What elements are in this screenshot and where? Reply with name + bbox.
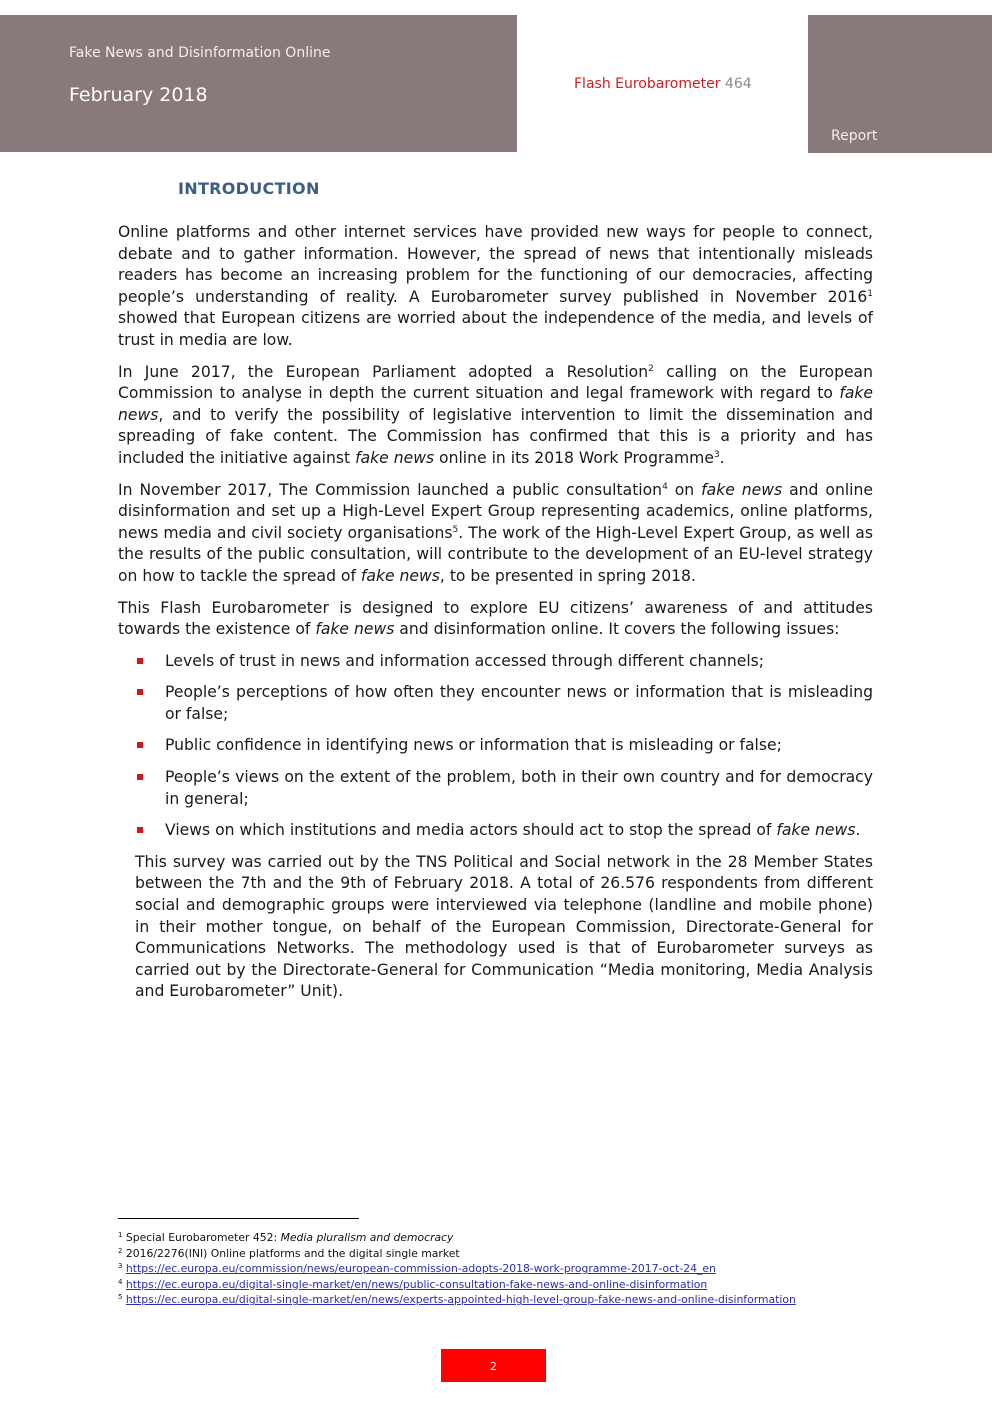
survey-number: 464 — [724, 76, 752, 92]
doc-type-label: Report — [831, 128, 878, 144]
footnote-3: $^3$ https://ec.europa.eu/commission/news/european-commission-adopts-2018-work-programme-2017-oct-24_en — [118, 1262, 716, 1276]
footnote-5-link[interactable]: https://ec.europa.eu/digital-single-market/en/news/experts-appointed-high-level-group-fake-news-and-online-disinformation — [125, 1293, 796, 1307]
footnote-ref-2[interactable]: 2 — [648, 363, 654, 374]
bullet-icon — [137, 689, 143, 695]
methodology-paragraph: This survey was carried out by the TNS Political and Social network in the 28 Member States between the 7th and the 9th of February 2018. A total of 26.576 respondents from different social and demographic groups were interviewed via telephone (landline and mobile phone) in their mother tongue, on behalf of the European Commission, Directorate-General for Communications Networks. The methodology used is that of Eurobarometer surveys as carried out by the Directorate-General for Communication “Media monitoring, Media Analysis and Eurobarometer” Unit). — [135, 852, 873, 1001]
issues-list — [118, 651, 873, 842]
list-item: People’s perceptions of how often they encounter news or information that is misleading or false; — [118, 682, 873, 725]
list-item: Public confidence in identifying news or information that is misleading or false; — [118, 735, 873, 757]
paragraph-3: In November 2017, The Commission launched a public consultation$^4$ on fake news and online disinformation and set up a High-Level Expert Group representing academics, online platforms, news media and civil society organisations$^5$. The work of the High-Level Expert Group, as well as the results of the public consultation, will contribute to the development of an EU-level strategy on how to tackle the spread of fake news, to be presented in spring 2018. — [118, 480, 873, 585]
paragraph-4: This Flash Eurobarometer is designed to explore EU citizens’ awareness of and attitudes towards the existence of fake news and disinformation online. It covers the following issues: — [118, 598, 873, 639]
footnote-ref-3[interactable]: 3 — [713, 449, 720, 460]
footnotes — [118, 1230, 878, 1308]
body-content — [118, 222, 873, 1003]
bullet-icon — [137, 742, 143, 748]
survey-name: Flash Eurobarometer — [574, 76, 721, 92]
page-number: 2 — [441, 1349, 546, 1382]
paragraph-1: Online platforms and other internet services have provided new ways for people to connect, debate and to gather information. However, the spread of news that intentionally misleads readers has become an increasing problem for the functioning of our democracies, affecting people’s understanding of reality. A Eurobarometer survey published in November 2016$^1$ showed that European citizens are worried about the independence of the media, and levels of trust in media are low. — [118, 223, 873, 349]
bullet-icon — [137, 658, 143, 664]
header-left-band — [0, 15, 517, 152]
footnote-2: $^2$ 2016/2276(INI) Online platforms and the digital single market — [118, 1246, 460, 1260]
list-item: Levels of trust in news and information accessed through different channels; — [118, 651, 873, 673]
footnote-1: $^1$ Special Eurobarometer 452: Media pluralism and democracy — [118, 1231, 454, 1244]
footnote-3-link[interactable]: https://ec.europa.eu/commission/news/european-commission-adopts-2018-work-programme-2017-oct-24_en — [125, 1262, 716, 1276]
footnote-5: $^5$ https://ec.europa.eu/digital-single-market/en/news/experts-appointed-high-level-group-fake-news-and-online-disinformation — [118, 1293, 796, 1307]
footnote-ref-4[interactable]: 4 — [662, 481, 668, 492]
paragraph-2: In June 2017, the European Parliament adopted a Resolution$^2$ calling on the European Commission to analyse in depth the current situation and legal framework with regard to fake news, and to verify the possibility of legislative intervention to limit the dissemination and spreading of fake content. The Commission has confirmed that this is a priority and has included the initiative against fake news online in its 2018 Work Programme$^3$. — [118, 362, 873, 467]
survey-label — [574, 76, 752, 92]
bullet-icon — [137, 827, 143, 833]
report-date: February 2018 — [69, 84, 208, 106]
footnote-divider — [118, 1218, 359, 1219]
footnote-4-link[interactable]: https://ec.europa.eu/digital-single-market/en/news/public-consultation-fake-news-and-online-disinformation — [125, 1277, 708, 1291]
section-title: INTRODUCTION — [178, 179, 320, 198]
footnote-4: $^4$ https://ec.europa.eu/digital-single-market/en/news/public-consultation-fake-news-and-online-disinformation — [118, 1277, 708, 1291]
footnote-ref-5[interactable]: 5 — [452, 524, 459, 535]
series-title: Fake News and Disinformation Online — [69, 45, 331, 61]
list-item: Views on which institutions and media actors should act to stop the spread of fake news. — [118, 820, 873, 842]
bullet-icon — [137, 774, 143, 780]
footnote-ref-1[interactable]: 1 — [867, 288, 873, 299]
list-item: People’s views on the extent of the problem, both in their own country and for democracy in general; — [118, 767, 873, 810]
header-right-band — [808, 15, 992, 153]
